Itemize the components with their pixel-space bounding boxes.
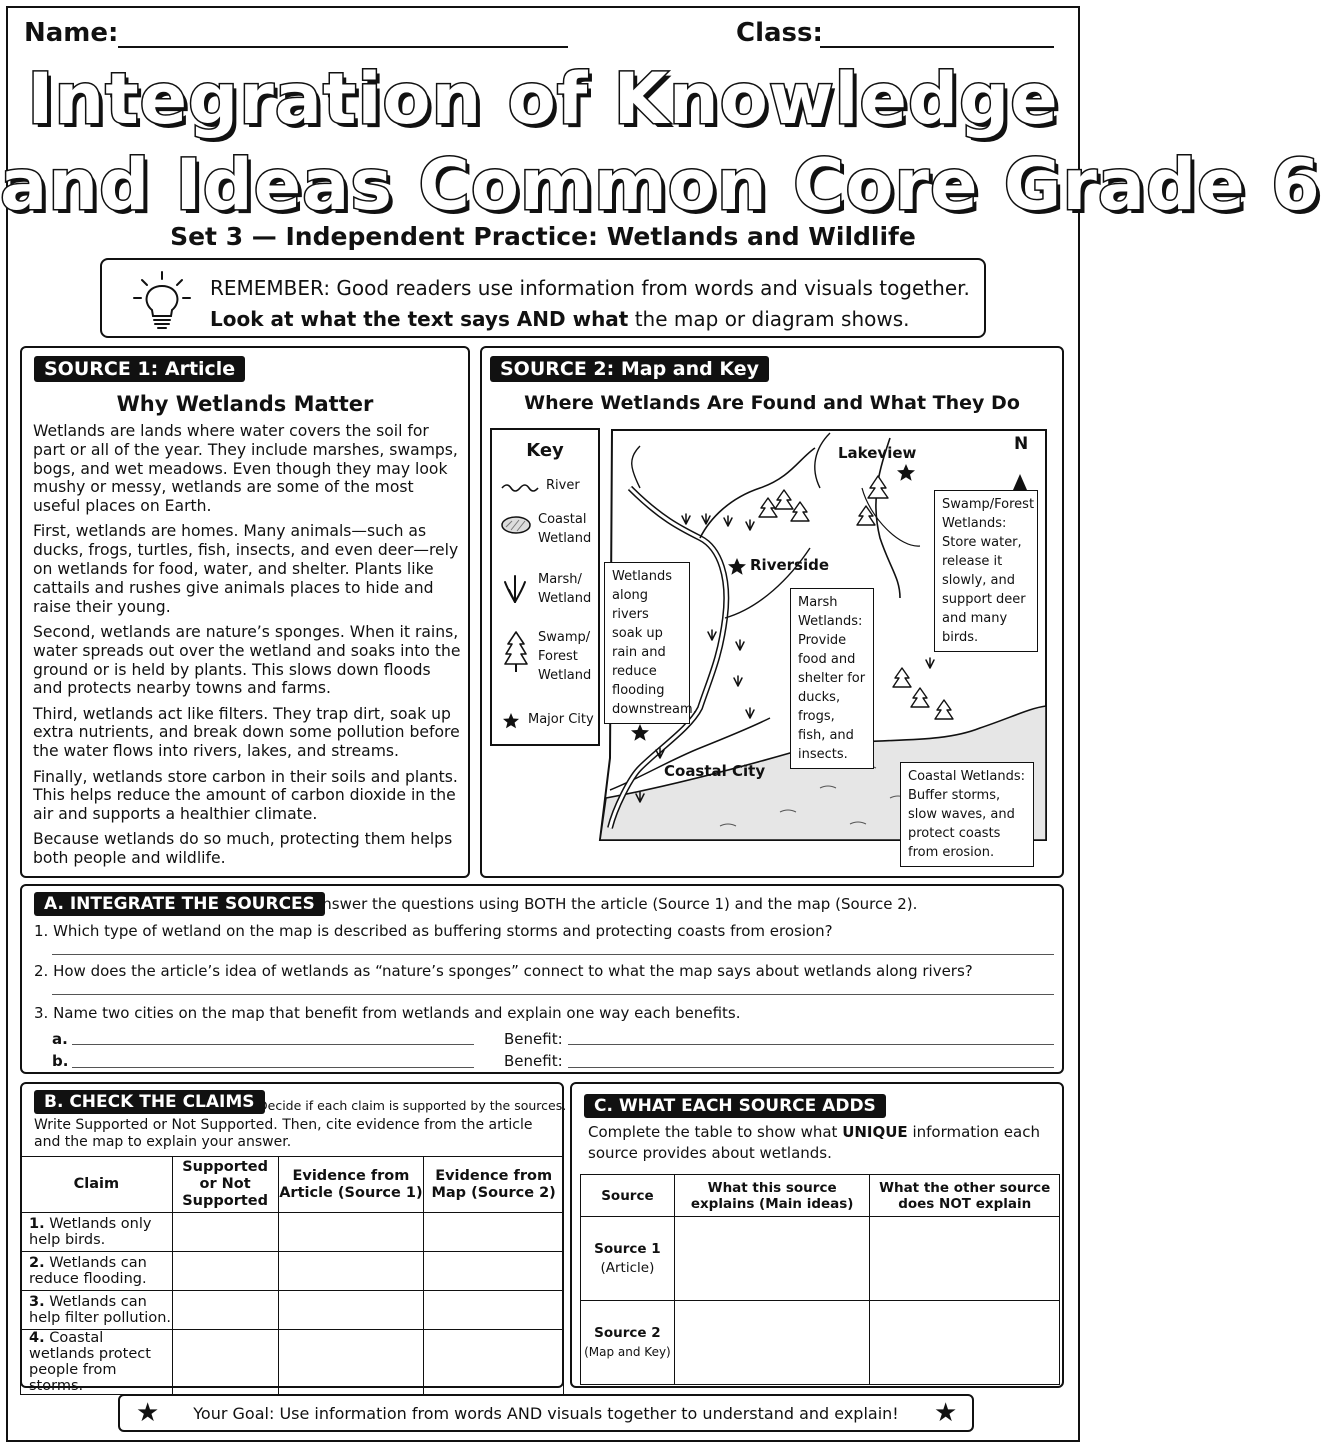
source-name-cell: Source 1 (Article)	[581, 1217, 675, 1301]
source-adds-table	[580, 1174, 1060, 1385]
table-row	[21, 1213, 564, 1252]
article-evidence-cell[interactable]	[278, 1291, 424, 1330]
city-coastal-city: Coastal City	[664, 762, 766, 780]
map-evidence-cell[interactable]	[424, 1291, 564, 1330]
star-icon	[502, 712, 520, 730]
goal-text: Your Goal: Use information from words AND visuals together to understand and explain!	[193, 1404, 899, 1423]
callout-river-wetlands: Wetlands along rivers soak up rain and reduce flooding downstream.	[604, 562, 690, 724]
article-paragraph: First, wetlands are homes. Many animals—such as ducks, frogs, turtles, fish, insects, and even deer—rely on wetlands for food, water, and shelter. Plants like cattails and rushes give animals places to hide and raise their young.	[33, 522, 459, 616]
column-header: Evidence from Map (Source 2)	[424, 1157, 564, 1213]
swamp-forest-icon	[502, 630, 530, 674]
goal-banner	[118, 1394, 974, 1432]
question-2: 2. How does the article’s idea of wetlands as “nature’s sponges” connect to what the map says about wetlands along rivers?	[34, 962, 973, 980]
coastal-wetland-icon	[500, 515, 532, 535]
question-1: 1. Which type of wetland on the map is described as buffering storms and protecting coasts from erosion?	[34, 922, 833, 940]
class-label: Class:	[736, 18, 823, 48]
claim-cell: 2. Wetlands can reduce flooding.	[21, 1252, 173, 1291]
key-item-marsh: Marsh/ Wetland	[538, 572, 592, 606]
not-explained-cell[interactable]	[870, 1217, 1060, 1301]
article-paragraph: Wetlands are lands where water covers the soil for part or all of the year. They include marshes, swamps, bogs, and wet meadows. Even though they may look mushy or messy, wetlands are some of the most useful places on Earth.	[33, 422, 458, 516]
lightbulb-icon	[132, 270, 192, 332]
question-3: 3. Name two cities on the map that benefit from wetlands and explain one way each benefits.	[34, 1004, 741, 1022]
north-label: N	[1014, 434, 1029, 454]
key-title: Key	[526, 440, 564, 461]
source-1-tag: SOURCE 1: Article	[34, 356, 245, 382]
map-evidence-cell[interactable]	[424, 1213, 564, 1252]
answer-a-label: a.	[52, 1030, 68, 1048]
wetlands-map	[600, 428, 1052, 868]
remember-line-2: Look at what the text says AND what the map or diagram shows.	[210, 307, 910, 331]
remember-box	[100, 258, 986, 338]
answer-a-city[interactable]	[72, 1044, 474, 1045]
section-b-instruction-1: Decide if each claim is supported by the sources.	[258, 1098, 567, 1113]
column-header: What this source explains (Main ideas)	[674, 1175, 870, 1217]
key-item-swamp: Swamp/ Forest Wetland	[538, 630, 592, 683]
article-paragraph: Because wetlands do so much, protecting them helps both people and wildlife.	[33, 830, 453, 868]
callout-marsh-wetlands: Marsh Wetlands: Provide food and shelter for ducks, frogs, fish, and insects.	[790, 588, 874, 769]
marsh-icon	[502, 570, 528, 604]
key-item-city: Major City	[528, 712, 594, 727]
star-icon: ★	[136, 1398, 160, 1428]
column-header: Supported or Not Supported	[172, 1157, 278, 1213]
section-c-what-each-source-adds	[570, 1082, 1064, 1388]
benefit-b-label: Benefit:	[504, 1052, 563, 1070]
map-evidence-cell[interactable]	[424, 1330, 564, 1395]
not-explained-cell[interactable]	[870, 1301, 1060, 1385]
table-row	[21, 1330, 564, 1395]
source-2-tag: SOURCE 2: Map and Key	[490, 356, 769, 382]
main-ideas-cell[interactable]	[674, 1217, 870, 1301]
article-evidence-cell[interactable]	[278, 1213, 424, 1252]
article-paragraph: Finally, wetlands store carbon in their soils and plants. This helps reduce the amount of carbon dioxide in the air and supports a healthier climate.	[33, 767, 458, 824]
section-b-tag: B. CHECK THE CLAIMS	[34, 1090, 265, 1114]
section-a-tag: A. INTEGRATE THE SOURCES	[34, 892, 325, 916]
article-evidence-cell[interactable]	[278, 1252, 424, 1291]
city-lakeview: Lakeview	[838, 444, 917, 462]
table-row	[581, 1301, 1060, 1385]
map-heading: Where Wetlands Are Found and What They Do	[524, 392, 1020, 414]
article-paragraph: Second, wetlands are nature’s sponges. When it rains, water spreads out over the wetland and soaks into the ground or is held by plants. This slows down floods and protects nearby towns and farms.	[33, 622, 461, 698]
answer-b-city[interactable]	[72, 1067, 474, 1068]
section-c-instructions: Complete the table to show what UNIQUE information each source provides about wetlands.	[588, 1123, 1040, 1162]
column-header: Claim	[21, 1157, 173, 1213]
answer-b-benefit[interactable]	[568, 1067, 1054, 1068]
worksheet-title-line-1: Integration of Knowledge	[27, 58, 1059, 140]
table-row	[21, 1291, 564, 1330]
river-icon	[500, 480, 540, 494]
article-evidence-cell[interactable]	[278, 1330, 424, 1395]
section-a-integrate	[20, 884, 1064, 1074]
article-body	[33, 422, 463, 875]
claim-cell: 1. Wetlands only help birds.	[21, 1213, 173, 1252]
supported-cell[interactable]	[172, 1213, 278, 1252]
section-b-instruction-2: Write Supported or Not Supported. Then, cite evidence from the article and the map to explain your answer.	[34, 1117, 533, 1150]
supported-cell[interactable]	[172, 1252, 278, 1291]
claim-cell: 3. Wetlands can help filter pollution.	[21, 1291, 173, 1330]
callout-coastal-wetlands: Coastal Wetlands: Buffer storms, slow waves, and protect coasts from erosion.	[900, 762, 1034, 867]
remember-line-1: REMEMBER: Good readers use information from words and visuals together.	[210, 276, 970, 300]
star-icon: ★	[934, 1398, 958, 1428]
key-item-river: River	[546, 478, 580, 493]
answer-line-2[interactable]	[52, 994, 1054, 995]
benefit-a-label: Benefit:	[504, 1030, 563, 1048]
source-1-article-panel	[20, 346, 470, 878]
name-class-row	[20, 18, 1060, 56]
source-name-cell: Source 2 (Map and Key)	[581, 1301, 675, 1385]
class-field[interactable]	[820, 46, 1054, 48]
name-label: Name:	[24, 18, 119, 48]
claim-cell: 4. Coastal wetlands protect people from storms.	[21, 1330, 173, 1395]
section-a-instructions: Answer the questions using BOTH the article (Source 1) and the map (Source 2).	[312, 895, 918, 913]
table-row	[21, 1252, 564, 1291]
answer-line-1[interactable]	[52, 954, 1054, 955]
key-item-coastal: Coastal Wetland	[538, 512, 592, 546]
claims-table	[20, 1156, 564, 1395]
article-paragraph: Third, wetlands act like filters. They trap dirt, soak up extra nutrients, and break down some pollution before the water flows into rivers, lakes, and streams.	[33, 704, 460, 761]
main-ideas-cell[interactable]	[674, 1301, 870, 1385]
source-2-map-panel	[480, 346, 1064, 878]
supported-cell[interactable]	[172, 1330, 278, 1395]
name-field[interactable]	[118, 46, 568, 48]
worksheet-title-line-2: and Ideas Common Core Grade 6	[0, 144, 1321, 226]
section-c-tag: C. WHAT EACH SOURCE ADDS	[584, 1094, 886, 1118]
supported-cell[interactable]	[172, 1291, 278, 1330]
map-evidence-cell[interactable]	[424, 1252, 564, 1291]
column-header: Evidence from Article (Source 1)	[278, 1157, 424, 1213]
section-b-check-claims	[20, 1082, 567, 1394]
city-riverside: Riverside	[750, 556, 830, 574]
map-key	[490, 428, 600, 746]
column-header: What the other source does NOT explain	[870, 1175, 1060, 1217]
column-header: Source	[581, 1175, 675, 1217]
answer-b-label: b.	[52, 1052, 69, 1070]
worksheet-subtitle: Set 3 — Independent Practice: Wetlands and Wildlife	[170, 222, 916, 251]
answer-a-benefit[interactable]	[568, 1044, 1054, 1045]
callout-swamp-wetlands: Swamp/Forest Wetlands: Store water, release it slowly, and support deer and many birds.	[934, 490, 1038, 652]
article-heading: Why Wetlands Matter	[116, 392, 374, 416]
table-row	[581, 1217, 1060, 1301]
